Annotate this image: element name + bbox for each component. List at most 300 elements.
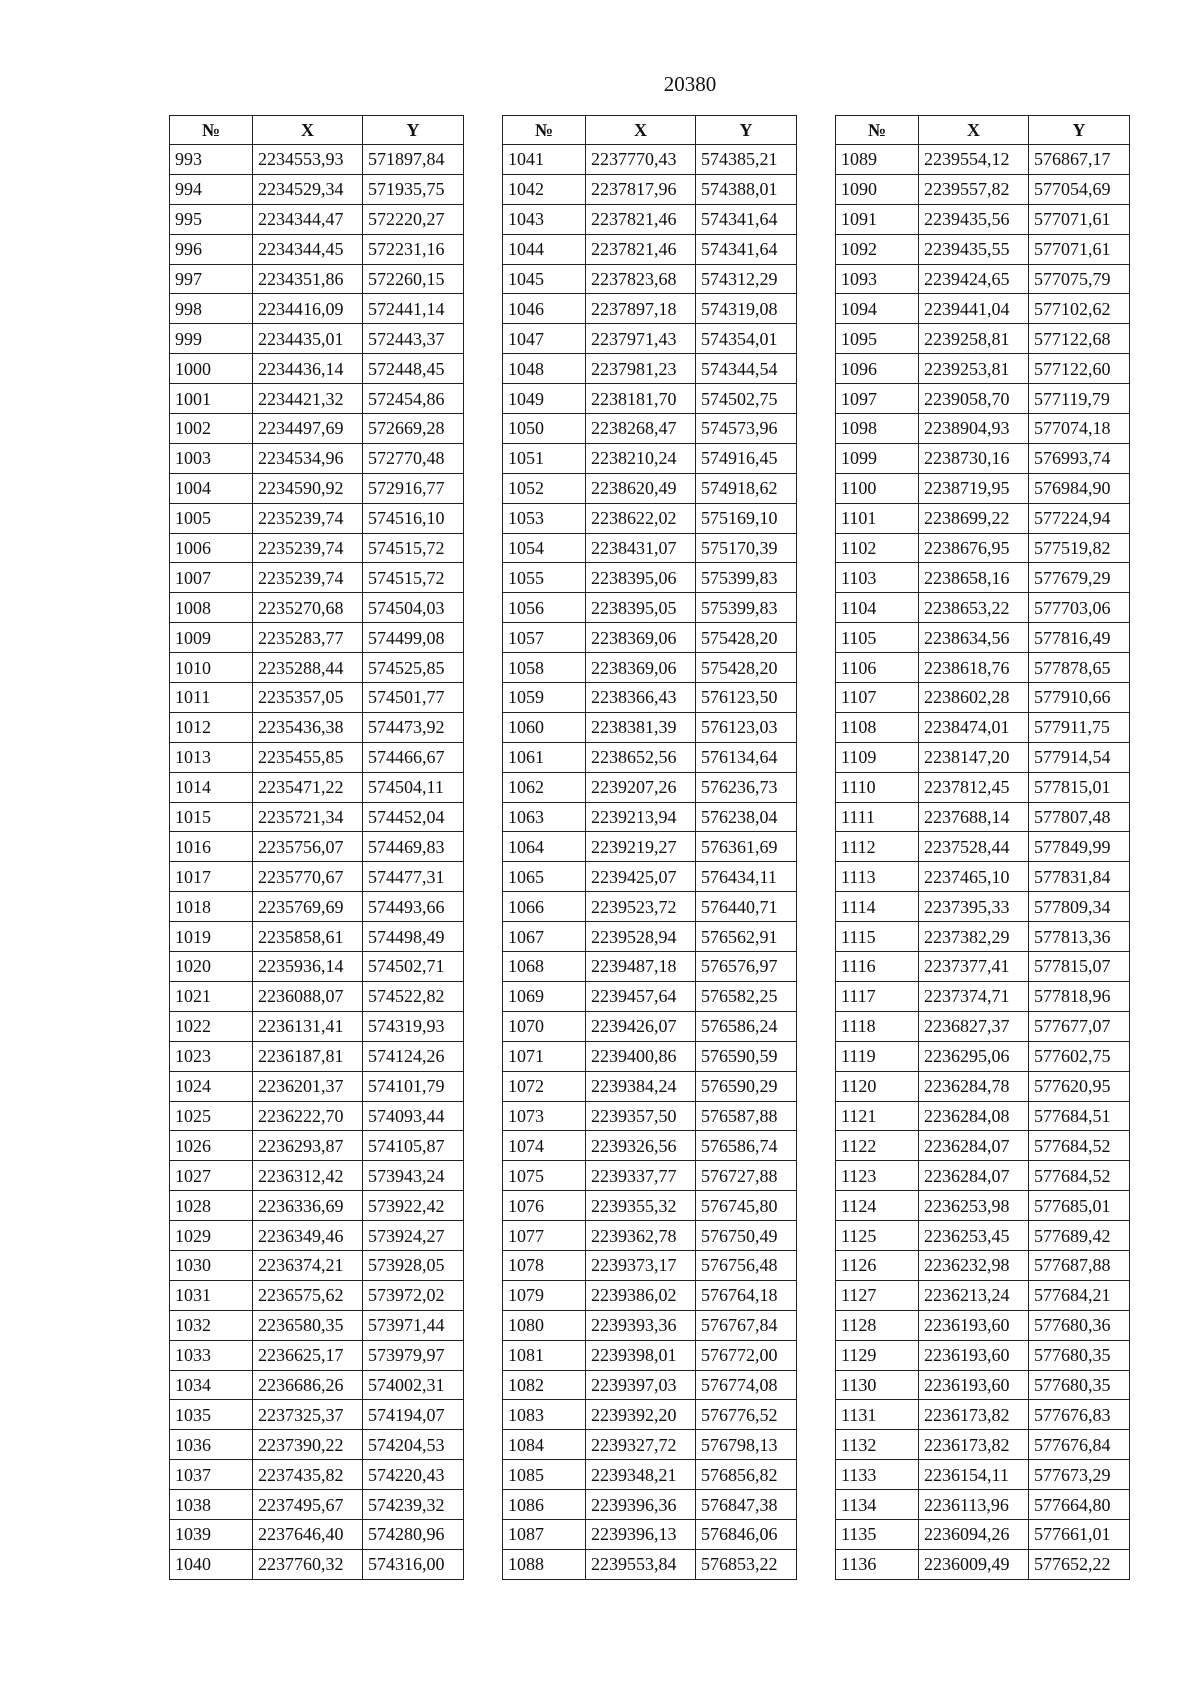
x-coordinate-cell: 2236312,42 xyxy=(253,1161,363,1191)
x-coordinate-cell: 2237817,96 xyxy=(586,174,696,204)
y-coordinate-cell: 576856,82 xyxy=(696,1460,797,1490)
point-number-cell: 1031 xyxy=(170,1280,253,1310)
y-coordinate-cell: 576440,71 xyxy=(696,892,797,922)
x-coordinate-cell: 2237971,43 xyxy=(586,324,696,354)
x-coordinate-cell: 2236193,60 xyxy=(919,1340,1029,1370)
table-row xyxy=(170,1340,464,1370)
y-coordinate-cell: 576984,90 xyxy=(1029,473,1130,503)
point-number-cell: 1125 xyxy=(836,1221,919,1251)
table-row xyxy=(503,653,797,683)
x-coordinate-cell: 2234435,01 xyxy=(253,324,363,354)
y-coordinate-cell: 574344,54 xyxy=(696,354,797,384)
y-coordinate-cell: 572770,48 xyxy=(363,443,464,473)
table-row xyxy=(503,772,797,802)
y-coordinate-cell: 577878,65 xyxy=(1029,653,1130,683)
x-coordinate-cell: 2236113,96 xyxy=(919,1490,1029,1520)
point-number-cell: 1091 xyxy=(836,204,919,234)
x-coordinate-cell: 2238719,95 xyxy=(919,473,1029,503)
x-coordinate-cell: 2236131,41 xyxy=(253,1011,363,1041)
point-number-cell: 1015 xyxy=(170,802,253,832)
point-number-cell: 1081 xyxy=(503,1340,586,1370)
point-number-cell: 1089 xyxy=(836,145,919,175)
point-number-cell: 1113 xyxy=(836,862,919,892)
point-number-cell: 1058 xyxy=(503,653,586,683)
y-coordinate-cell: 577910,66 xyxy=(1029,683,1130,713)
table-row xyxy=(503,204,797,234)
point-number-cell: 1121 xyxy=(836,1101,919,1131)
y-coordinate-cell: 576772,00 xyxy=(696,1340,797,1370)
x-coordinate-cell: 2235770,67 xyxy=(253,862,363,892)
y-coordinate-cell: 577831,84 xyxy=(1029,862,1130,892)
y-coordinate-cell: 574220,43 xyxy=(363,1460,464,1490)
y-coordinate-cell: 577815,01 xyxy=(1029,772,1130,802)
point-number-cell: 1109 xyxy=(836,742,919,772)
table-row xyxy=(503,145,797,175)
x-coordinate-cell: 2238381,39 xyxy=(586,712,696,742)
y-coordinate-cell: 577119,79 xyxy=(1029,384,1130,414)
x-coordinate-cell: 2236686,26 xyxy=(253,1370,363,1400)
table-row xyxy=(836,802,1130,832)
point-number-cell: 1057 xyxy=(503,623,586,653)
x-coordinate-cell: 2239327,72 xyxy=(586,1430,696,1460)
point-number-cell: 1104 xyxy=(836,593,919,623)
point-number-cell: 1077 xyxy=(503,1221,586,1251)
x-coordinate-cell: 2237465,10 xyxy=(919,862,1029,892)
point-number-cell: 1083 xyxy=(503,1400,586,1430)
x-coordinate-cell: 2235239,74 xyxy=(253,563,363,593)
table-row xyxy=(836,653,1130,683)
y-coordinate-cell: 574316,00 xyxy=(363,1549,464,1579)
point-number-cell: 1078 xyxy=(503,1250,586,1280)
point-number-cell: 1082 xyxy=(503,1370,586,1400)
table-row xyxy=(836,1370,1130,1400)
table-row xyxy=(170,443,464,473)
y-coordinate-cell: 574499,08 xyxy=(363,623,464,653)
point-number-cell: 1086 xyxy=(503,1490,586,1520)
table-row xyxy=(836,772,1130,802)
point-number-cell: 1025 xyxy=(170,1101,253,1131)
point-number-cell: 1060 xyxy=(503,712,586,742)
x-coordinate-cell: 2239398,01 xyxy=(586,1340,696,1370)
table-row xyxy=(503,1221,797,1251)
y-coordinate-cell: 574504,11 xyxy=(363,772,464,802)
y-coordinate-cell: 573922,42 xyxy=(363,1191,464,1221)
point-number-cell: 1032 xyxy=(170,1310,253,1340)
point-number-cell: 1029 xyxy=(170,1221,253,1251)
y-coordinate-cell: 574473,92 xyxy=(363,712,464,742)
point-number-cell: 1119 xyxy=(836,1041,919,1071)
table-row xyxy=(836,145,1130,175)
table-header-row xyxy=(170,116,464,145)
y-coordinate-cell: 576798,13 xyxy=(696,1430,797,1460)
point-number-cell: 1071 xyxy=(503,1041,586,1071)
y-coordinate-cell: 574204,53 xyxy=(363,1430,464,1460)
point-number-cell: 1001 xyxy=(170,384,253,414)
x-coordinate-cell: 2237390,22 xyxy=(253,1430,363,1460)
x-coordinate-cell: 2235288,44 xyxy=(253,653,363,683)
x-coordinate-cell: 2236173,82 xyxy=(919,1430,1029,1460)
x-coordinate-cell: 2236222,70 xyxy=(253,1101,363,1131)
y-coordinate-cell: 574280,96 xyxy=(363,1519,464,1549)
y-coordinate-cell: 575399,83 xyxy=(696,593,797,623)
x-coordinate-cell: 2235239,74 xyxy=(253,503,363,533)
table-row xyxy=(170,981,464,1011)
y-coordinate-cell: 577071,61 xyxy=(1029,204,1130,234)
y-coordinate-cell: 574385,21 xyxy=(696,145,797,175)
point-number-cell: 1126 xyxy=(836,1250,919,1280)
y-coordinate-cell: 577122,68 xyxy=(1029,324,1130,354)
x-coordinate-cell: 2237435,82 xyxy=(253,1460,363,1490)
y-coordinate-cell: 576361,69 xyxy=(696,832,797,862)
x-coordinate-cell: 2239253,81 xyxy=(919,354,1029,384)
x-coordinate-cell: 2237812,45 xyxy=(919,772,1029,802)
x-coordinate-cell: 2234351,86 xyxy=(253,264,363,294)
x-coordinate-cell: 2239425,07 xyxy=(586,862,696,892)
header-x: X xyxy=(253,116,363,145)
point-number-cell: 1066 xyxy=(503,892,586,922)
y-coordinate-cell: 577914,54 xyxy=(1029,742,1130,772)
y-coordinate-cell: 576847,38 xyxy=(696,1490,797,1520)
point-number-cell: 1045 xyxy=(503,264,586,294)
table-row xyxy=(503,862,797,892)
point-number-cell: 1021 xyxy=(170,981,253,1011)
y-coordinate-cell: 577818,96 xyxy=(1029,981,1130,1011)
point-number-cell: 1053 xyxy=(503,503,586,533)
point-number-cell: 1122 xyxy=(836,1131,919,1161)
y-coordinate-cell: 577652,22 xyxy=(1029,1549,1130,1579)
table-row xyxy=(836,354,1130,384)
y-coordinate-cell: 577815,07 xyxy=(1029,952,1130,982)
y-coordinate-cell: 571935,75 xyxy=(363,174,464,204)
table-row xyxy=(170,414,464,444)
table-row xyxy=(503,1400,797,1430)
point-number-cell: 1028 xyxy=(170,1191,253,1221)
y-coordinate-cell: 573928,05 xyxy=(363,1250,464,1280)
y-coordinate-cell: 577816,49 xyxy=(1029,623,1130,653)
point-number-cell: 1080 xyxy=(503,1310,586,1340)
point-number-cell: 997 xyxy=(170,264,253,294)
y-coordinate-cell: 572441,14 xyxy=(363,294,464,324)
table-row xyxy=(836,1280,1130,1310)
y-coordinate-cell: 576853,22 xyxy=(696,1549,797,1579)
table-row xyxy=(503,802,797,832)
x-coordinate-cell: 2236625,17 xyxy=(253,1340,363,1370)
table-row xyxy=(503,234,797,264)
table-row xyxy=(836,1250,1130,1280)
table-row xyxy=(170,145,464,175)
x-coordinate-cell: 2235858,61 xyxy=(253,922,363,952)
table-row xyxy=(170,563,464,593)
table-row xyxy=(170,1370,464,1400)
table-row xyxy=(836,1519,1130,1549)
y-coordinate-cell: 577519,82 xyxy=(1029,533,1130,563)
x-coordinate-cell: 2239397,03 xyxy=(586,1370,696,1400)
point-number-cell: 1051 xyxy=(503,443,586,473)
table-row xyxy=(503,922,797,952)
table-row xyxy=(836,414,1130,444)
table-row xyxy=(170,1430,464,1460)
y-coordinate-cell: 576846,06 xyxy=(696,1519,797,1549)
y-coordinate-cell: 573979,97 xyxy=(363,1340,464,1370)
point-number-cell: 1115 xyxy=(836,922,919,952)
point-number-cell: 1010 xyxy=(170,653,253,683)
point-number-cell: 1064 xyxy=(503,832,586,862)
y-coordinate-cell: 577807,48 xyxy=(1029,802,1130,832)
y-coordinate-cell: 574502,75 xyxy=(696,384,797,414)
x-coordinate-cell: 2238369,06 xyxy=(586,623,696,653)
x-coordinate-cell: 2234497,69 xyxy=(253,414,363,444)
table-row xyxy=(170,264,464,294)
x-coordinate-cell: 2238147,20 xyxy=(919,742,1029,772)
y-coordinate-cell: 576586,74 xyxy=(696,1131,797,1161)
x-coordinate-cell: 2236349,46 xyxy=(253,1221,363,1251)
point-number-cell: 1055 xyxy=(503,563,586,593)
table-row xyxy=(170,802,464,832)
y-coordinate-cell: 576756,48 xyxy=(696,1250,797,1280)
x-coordinate-cell: 2239362,78 xyxy=(586,1221,696,1251)
point-number-cell: 1088 xyxy=(503,1549,586,1579)
y-coordinate-cell: 576776,52 xyxy=(696,1400,797,1430)
point-number-cell: 1037 xyxy=(170,1460,253,1490)
x-coordinate-cell: 2239386,02 xyxy=(586,1280,696,1310)
table-row xyxy=(836,533,1130,563)
point-number-cell: 1124 xyxy=(836,1191,919,1221)
x-coordinate-cell: 2237382,29 xyxy=(919,922,1029,952)
y-coordinate-cell: 576590,29 xyxy=(696,1071,797,1101)
point-number-cell: 1054 xyxy=(503,533,586,563)
table-row xyxy=(503,384,797,414)
table-row xyxy=(503,892,797,922)
table-row xyxy=(170,593,464,623)
y-coordinate-cell: 577684,21 xyxy=(1029,1280,1130,1310)
point-number-cell: 995 xyxy=(170,204,253,234)
point-number-cell: 1046 xyxy=(503,294,586,324)
table-row xyxy=(503,1310,797,1340)
y-coordinate-cell: 572669,28 xyxy=(363,414,464,444)
y-coordinate-cell: 572443,37 xyxy=(363,324,464,354)
table-row xyxy=(503,1041,797,1071)
y-coordinate-cell: 574918,62 xyxy=(696,473,797,503)
point-number-cell: 996 xyxy=(170,234,253,264)
y-coordinate-cell: 574124,26 xyxy=(363,1041,464,1071)
x-coordinate-cell: 2236094,26 xyxy=(919,1519,1029,1549)
y-coordinate-cell: 576774,08 xyxy=(696,1370,797,1400)
y-coordinate-cell: 572916,77 xyxy=(363,473,464,503)
table-row xyxy=(836,473,1130,503)
x-coordinate-cell: 2239392,20 xyxy=(586,1400,696,1430)
x-coordinate-cell: 2236580,35 xyxy=(253,1310,363,1340)
y-coordinate-cell: 577664,80 xyxy=(1029,1490,1130,1520)
y-coordinate-cell: 574319,08 xyxy=(696,294,797,324)
y-coordinate-cell: 574101,79 xyxy=(363,1071,464,1101)
y-coordinate-cell: 577054,69 xyxy=(1029,174,1130,204)
table-row xyxy=(503,174,797,204)
table-row xyxy=(836,1430,1130,1460)
x-coordinate-cell: 2237374,71 xyxy=(919,981,1029,1011)
point-number-cell: 1093 xyxy=(836,264,919,294)
x-coordinate-cell: 2239396,13 xyxy=(586,1519,696,1549)
y-coordinate-cell: 574498,49 xyxy=(363,922,464,952)
y-coordinate-cell: 577074,18 xyxy=(1029,414,1130,444)
table-row xyxy=(836,593,1130,623)
table-row xyxy=(503,354,797,384)
point-number-cell: 1092 xyxy=(836,234,919,264)
table-row xyxy=(836,623,1130,653)
table-row xyxy=(836,892,1130,922)
table-row xyxy=(503,1490,797,1520)
point-number-cell: 1052 xyxy=(503,473,586,503)
point-number-cell: 1100 xyxy=(836,473,919,503)
point-number-cell: 1110 xyxy=(836,772,919,802)
table-row xyxy=(170,324,464,354)
x-coordinate-cell: 2239557,82 xyxy=(919,174,1029,204)
point-number-cell: 1097 xyxy=(836,384,919,414)
point-number-cell: 1030 xyxy=(170,1250,253,1280)
point-number-cell: 1002 xyxy=(170,414,253,444)
x-coordinate-cell: 2237395,33 xyxy=(919,892,1029,922)
y-coordinate-cell: 574093,44 xyxy=(363,1101,464,1131)
table-row xyxy=(503,1370,797,1400)
table-row xyxy=(836,204,1130,234)
point-number-cell: 1123 xyxy=(836,1161,919,1191)
point-number-cell: 1003 xyxy=(170,443,253,473)
table-row xyxy=(503,1250,797,1280)
y-coordinate-cell: 577685,01 xyxy=(1029,1191,1130,1221)
y-coordinate-cell: 577849,99 xyxy=(1029,832,1130,862)
y-coordinate-cell: 574504,03 xyxy=(363,593,464,623)
table-row xyxy=(503,264,797,294)
x-coordinate-cell: 2234534,96 xyxy=(253,443,363,473)
point-number-cell: 1006 xyxy=(170,533,253,563)
y-coordinate-cell: 577102,62 xyxy=(1029,294,1130,324)
x-coordinate-cell: 2234416,09 xyxy=(253,294,363,324)
y-coordinate-cell: 577687,88 xyxy=(1029,1250,1130,1280)
x-coordinate-cell: 2239528,94 xyxy=(586,922,696,952)
x-coordinate-cell: 2236009,49 xyxy=(919,1549,1029,1579)
table-row xyxy=(170,1161,464,1191)
x-coordinate-cell: 2239435,56 xyxy=(919,204,1029,234)
x-coordinate-cell: 2238366,43 xyxy=(586,683,696,713)
x-coordinate-cell: 2237528,44 xyxy=(919,832,1029,862)
y-coordinate-cell: 575428,20 xyxy=(696,623,797,653)
x-coordinate-cell: 2238622,02 xyxy=(586,503,696,533)
x-coordinate-cell: 2239424,65 xyxy=(919,264,1029,294)
x-coordinate-cell: 2236284,07 xyxy=(919,1161,1029,1191)
table-row xyxy=(170,473,464,503)
y-coordinate-cell: 576727,88 xyxy=(696,1161,797,1191)
point-number-cell: 1042 xyxy=(503,174,586,204)
point-number-cell: 1135 xyxy=(836,1519,919,1549)
table-row xyxy=(503,952,797,982)
x-coordinate-cell: 2238699,22 xyxy=(919,503,1029,533)
y-coordinate-cell: 576587,88 xyxy=(696,1101,797,1131)
table-row xyxy=(170,1131,464,1161)
point-number-cell: 1133 xyxy=(836,1460,919,1490)
x-coordinate-cell: 2238904,93 xyxy=(919,414,1029,444)
table-row xyxy=(836,952,1130,982)
table-body xyxy=(170,145,464,1580)
x-coordinate-cell: 2236336,69 xyxy=(253,1191,363,1221)
y-coordinate-cell: 572231,16 xyxy=(363,234,464,264)
point-number-cell: 1024 xyxy=(170,1071,253,1101)
y-coordinate-cell: 574573,96 xyxy=(696,414,797,444)
table-row xyxy=(836,683,1130,713)
table-row xyxy=(836,742,1130,772)
point-number-cell: 1007 xyxy=(170,563,253,593)
x-coordinate-cell: 2238431,07 xyxy=(586,533,696,563)
y-coordinate-cell: 574525,85 xyxy=(363,653,464,683)
y-coordinate-cell: 577684,51 xyxy=(1029,1101,1130,1131)
y-coordinate-cell: 574194,07 xyxy=(363,1400,464,1430)
x-coordinate-cell: 2234436,14 xyxy=(253,354,363,384)
point-number-cell: 1132 xyxy=(836,1430,919,1460)
x-coordinate-cell: 2239441,04 xyxy=(919,294,1029,324)
table-row xyxy=(170,623,464,653)
point-number-cell: 1079 xyxy=(503,1280,586,1310)
table-row xyxy=(170,1280,464,1310)
x-coordinate-cell: 2237377,41 xyxy=(919,952,1029,982)
point-number-cell: 1101 xyxy=(836,503,919,533)
x-coordinate-cell: 2238210,24 xyxy=(586,443,696,473)
y-coordinate-cell: 574388,01 xyxy=(696,174,797,204)
point-number-cell: 1118 xyxy=(836,1011,919,1041)
table-row xyxy=(503,414,797,444)
point-number-cell: 1129 xyxy=(836,1340,919,1370)
x-coordinate-cell: 2239326,56 xyxy=(586,1131,696,1161)
y-coordinate-cell: 577809,34 xyxy=(1029,892,1130,922)
x-coordinate-cell: 2235936,14 xyxy=(253,952,363,982)
x-coordinate-cell: 2237981,23 xyxy=(586,354,696,384)
table-row xyxy=(836,443,1130,473)
x-coordinate-cell: 2237823,68 xyxy=(586,264,696,294)
point-number-cell: 1087 xyxy=(503,1519,586,1549)
y-coordinate-cell: 573972,02 xyxy=(363,1280,464,1310)
table-row xyxy=(170,1071,464,1101)
point-number-cell: 1059 xyxy=(503,683,586,713)
y-coordinate-cell: 577224,94 xyxy=(1029,503,1130,533)
x-coordinate-cell: 2235769,69 xyxy=(253,892,363,922)
point-number-cell: 1136 xyxy=(836,1549,919,1579)
table-row xyxy=(836,1549,1130,1579)
point-number-cell: 1000 xyxy=(170,354,253,384)
table-row xyxy=(836,1460,1130,1490)
point-number-cell: 1102 xyxy=(836,533,919,563)
table-row xyxy=(503,712,797,742)
point-number-cell: 1094 xyxy=(836,294,919,324)
x-coordinate-cell: 2236088,07 xyxy=(253,981,363,1011)
x-coordinate-cell: 2239384,24 xyxy=(586,1071,696,1101)
point-number-cell: 1022 xyxy=(170,1011,253,1041)
point-number-cell: 1047 xyxy=(503,324,586,354)
x-coordinate-cell: 2239219,27 xyxy=(586,832,696,862)
table-row xyxy=(836,712,1130,742)
x-coordinate-cell: 2238369,06 xyxy=(586,653,696,683)
point-number-cell: 1019 xyxy=(170,922,253,952)
y-coordinate-cell: 575428,20 xyxy=(696,653,797,683)
point-number-cell: 1134 xyxy=(836,1490,919,1520)
x-coordinate-cell: 2239348,21 xyxy=(586,1460,696,1490)
point-number-cell: 1044 xyxy=(503,234,586,264)
y-coordinate-cell: 577673,29 xyxy=(1029,1460,1130,1490)
point-number-cell: 1085 xyxy=(503,1460,586,1490)
point-number-cell: 1050 xyxy=(503,414,586,444)
x-coordinate-cell: 2239553,84 xyxy=(586,1549,696,1579)
table-row xyxy=(503,593,797,623)
y-coordinate-cell: 572454,86 xyxy=(363,384,464,414)
point-number-cell: 1011 xyxy=(170,683,253,713)
point-number-cell: 1018 xyxy=(170,892,253,922)
table-row xyxy=(836,1071,1130,1101)
